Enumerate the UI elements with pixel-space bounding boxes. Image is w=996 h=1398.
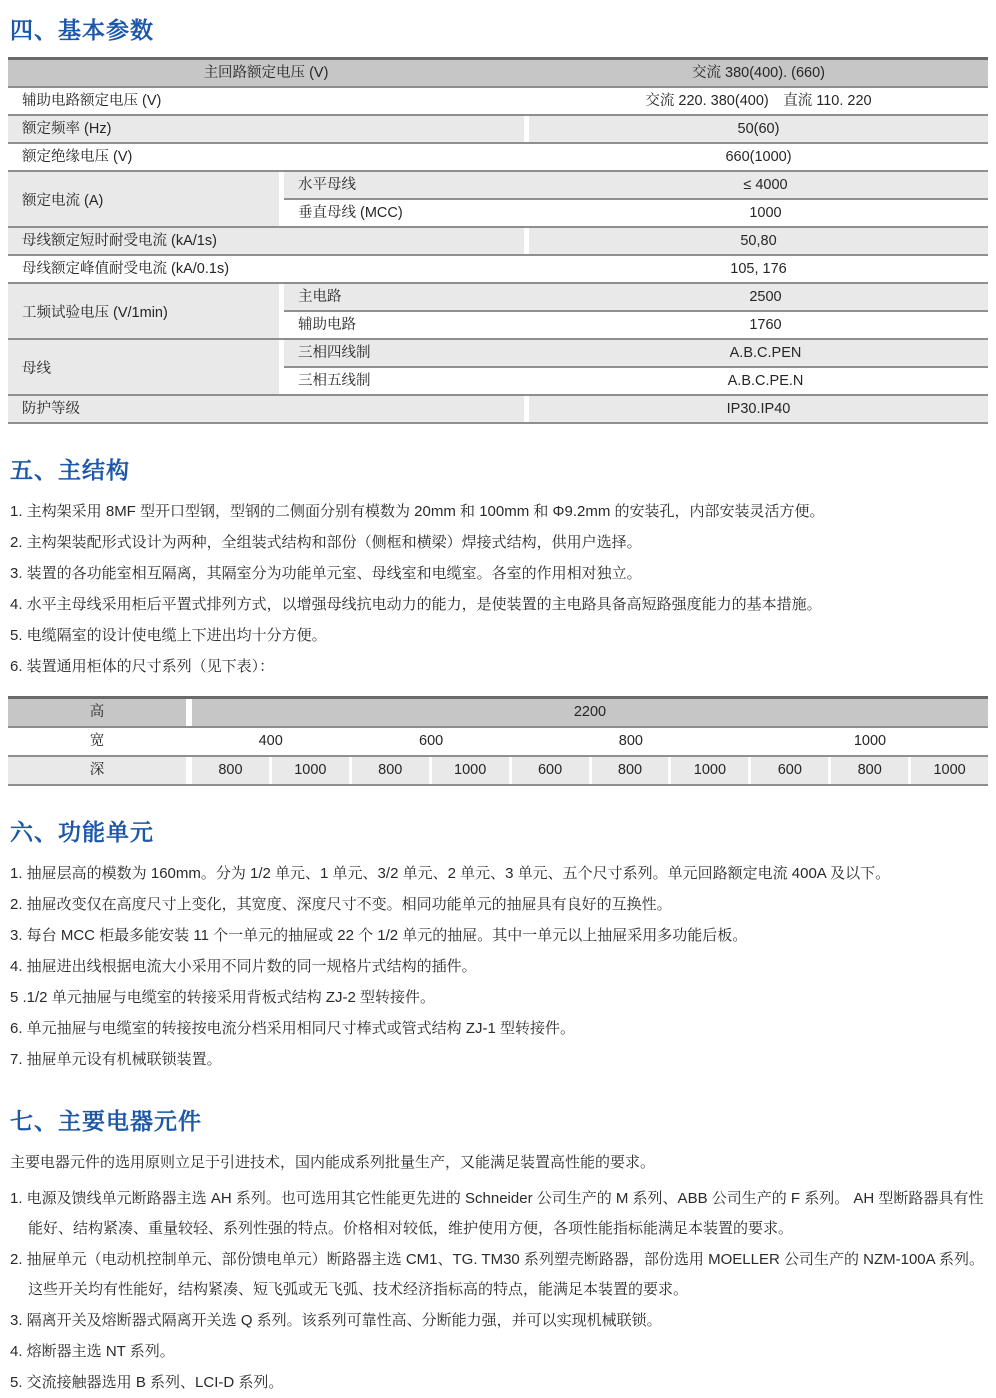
dim-value: 1000 [752,728,988,755]
dim-value: 800 [592,757,669,784]
list-item: 5 .1/2 单元抽屉与电缆室的转接采用背板式结构 ZJ-2 型转接件。 [10,989,436,1006]
param-value: 交流 380(400). (660) [529,60,988,86]
list-item: 7. 抽屉单元设有机械联锁装置。 [10,1051,222,1068]
param-value: 1760 [543,312,988,338]
param-sublabel: 辅助电路 [284,312,538,338]
dim-label: 宽 [8,728,186,755]
table-row [284,172,988,198]
table-row [8,86,988,114]
dim-value: 1000 [272,757,349,784]
param-value: ≤ 4000 [543,172,988,198]
param-value: A.B.C.PE.N [543,368,988,394]
dim-label: 深 [8,757,186,784]
dim-value: 2200 [192,699,988,726]
section-7-title: 七、主要电器元件 [10,1108,202,1134]
param-sublabel: 三相四线制 [284,340,538,366]
dim-value: 800 [831,757,908,784]
section-6-list [8,859,988,1075]
table-row [8,142,988,170]
list-item: 5. 电缆隔室的设计使电缆上下进出均十分方便。 [10,627,327,644]
list-item: 4. 水平主母线采用柜后平置式排列方式，以增强母线抗电动力的能力，是使装置的主电路具备高短路强度能力的基本措施。 [10,596,822,613]
param-label: 母线额定短时耐受电流 (kA/1s) [8,228,524,254]
list-item: 4. 抽屉进出线根据电流大小采用不同片数的同一规格片式结构的插件。 [10,958,477,975]
param-label: 工频试验电压 (V/1min) [8,284,279,338]
param-value: 交流 220. 380(400) 直流 110. 220 [529,88,988,114]
list-item: 2. 主构架装配形式设计为两种，全组装式结构和部份（侧框和横梁）焊接式结构，供用户选择。 [10,534,642,551]
dim-value: 1000 [671,757,748,784]
table-row [8,394,988,422]
dim-value: 1000 [911,757,988,784]
table-row [284,284,988,310]
list-item: 5. 交流接触器选用 B 系列、LCI-D 系列。 [10,1374,284,1391]
list-item: 3. 每台 MCC 柜最多能安装 11 个一单元的抽屉或 22 个 1/2 单元的抽屉。其中一单元以上抽屉采用多功能后板。 [10,927,748,944]
list-item: 1. 主构架采用 8MF 型开口型钢，型钢的二侧面分别有模数为 20mm 和 100mm 和 Φ9.2mm 的安装孔，内部安装灵活方便。 [10,503,825,520]
list-item: 1. 抽屉层高的模数为 160mm。分为 1/2 单元、1 单元、3/2 单元、2 单元、3 单元、五个尺寸系列。单元回路额定电流 400A 及以下。 [10,865,891,882]
list-item: 2. 抽屉改变仅在高度尺寸上变化，其宽度、深度尺寸不变。相同功能单元的抽屉具有良好的互换性。 [10,896,672,913]
basic-parameters-table [8,57,988,424]
param-value: A.B.C.PEN [543,340,988,366]
param-value: 50,80 [529,228,988,254]
section-5-title: 五、主结构 [10,457,130,483]
dim-value: 1000 [432,757,509,784]
table-rowgroup-rated-current [8,170,988,226]
table-row [284,198,988,226]
dim-value: 800 [513,728,749,755]
table-row [8,226,988,254]
param-sublabel: 垂直母线 (MCC) [284,200,538,226]
param-label: 辅助电路额定电压 (V) [8,88,524,114]
table-row [284,340,988,366]
table-rowgroup-busbar [8,338,988,394]
param-label: 额定频率 (Hz) [8,116,524,142]
param-value: 1000 [543,200,988,226]
param-sublabel: 水平母线 [284,172,538,198]
list-item: 3. 隔离开关及熔断器式隔离开关选 Q 系列。该系列可靠性高、分断能力强，并可以实现机械联锁。 [10,1312,662,1329]
param-label: 母线 [8,340,279,394]
list-item: 6. 装置通用柜体的尺寸系列（见下表）： [10,658,275,675]
table-row [284,310,988,338]
cabinet-dimensions-table [8,696,988,786]
list-item: 1. 电源及馈线单元断路器主选 AH 系列。也可选用其它性能更先进的 Schneider 公司生产的 M 系列、ABB 公司生产的 F 系列。 AH 型断路器具有性能好、结构紧凑、重量较轻、系列性强的特点。价格相对较低，维护使用方便，各项性能指标能满足本装置的要求。 [10,1190,984,1237]
param-label: 额定绝缘电压 (V) [8,144,524,170]
table-row [8,114,988,142]
section-4-title: 四、基本参数 [10,17,154,43]
table-row [284,366,988,394]
param-label: 防护等级 [8,396,524,422]
dim-value: 800 [352,757,429,784]
param-label: 母线额定峰值耐受电流 (kA/0.1s) [8,256,524,282]
dim-value: 600 [751,757,828,784]
table-row [8,60,988,86]
list-item: 4. 熔断器主选 NT 系列。 [10,1343,175,1360]
section-6-title: 六、功能单元 [10,819,154,845]
dim-value: 400 [192,728,349,755]
param-sublabel: 三相五线制 [284,368,538,394]
list-item: 6. 单元抽屉与电缆室的转接按电流分档采用相同尺寸棒式或管式结构 ZJ-1 型转接件。 [10,1020,576,1037]
table-row-width [8,726,988,755]
param-value: 2500 [543,284,988,310]
table-row-depth [8,755,988,784]
param-value: 660(1000) [529,144,988,170]
param-value: 105, 176 [529,256,988,282]
param-sublabel: 主电路 [284,284,538,310]
section-7-list [8,1184,988,1398]
table-row [8,254,988,282]
param-label: 主回路额定电压 (V) [8,60,524,86]
param-value: IP30.IP40 [529,396,988,422]
dim-value: 600 [352,728,509,755]
dim-value: 800 [192,757,269,784]
list-item: 3. 装置的各功能室相互隔离，其隔室分为功能单元室、母线室和电缆室。各室的作用相对独立。 [10,565,642,582]
table-rowgroup-power-freq-test [8,282,988,338]
param-label: 额定电流 (A) [8,172,279,226]
dim-label: 高 [8,699,186,726]
table-row-height [8,699,988,726]
dim-value: 600 [512,757,589,784]
section-7-intro: 主要电器元件的选用原则立足于引进技术，国内能成系列批量生产，又能满足装置高性能的要求。 [10,1154,656,1171]
section-5-list [8,497,988,682]
param-value: 50(60) [529,116,988,142]
list-item: 2. 抽屉单元（电动机控制单元、部份馈电单元）断路器主选 CM1、TG. TM30 系列塑壳断路器，部份选用 MOELLER 公司生产的 NZM-100A 系列。这些开关均有性能好，结构紧凑、短飞弧或无飞弧、技术经济指标高的特点，能满足本装置的要求。 [10,1251,984,1298]
